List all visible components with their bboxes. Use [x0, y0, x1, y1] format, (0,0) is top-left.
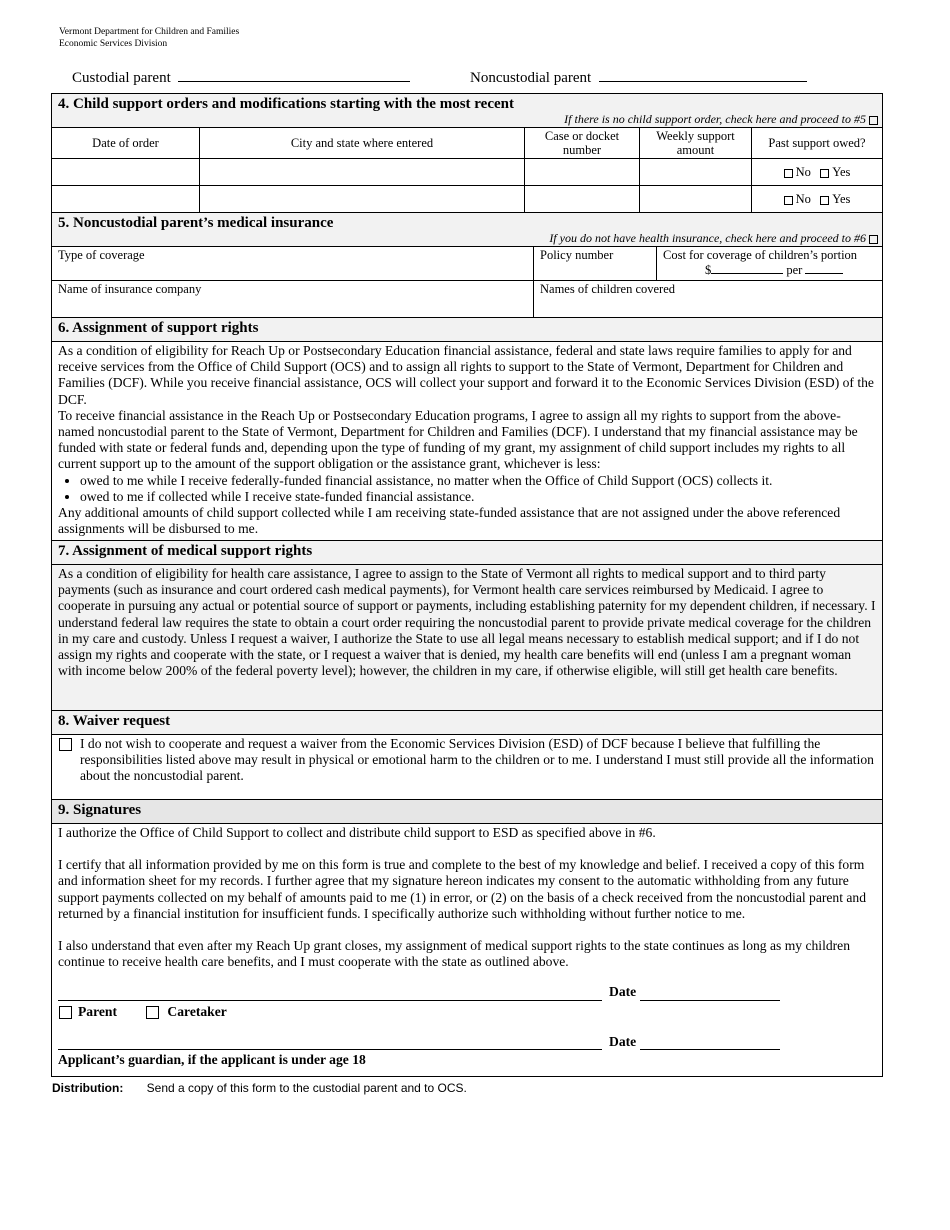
past-support-choice: No Yes [752, 159, 883, 186]
yes-checkbox[interactable] [820, 169, 829, 178]
signer-role-row: Parent Caretaker [58, 1004, 876, 1020]
waiver-text: I do not wish to cooperate and request a waiver from the Economic Services Division (ESD) of DCF because I believe that fulfilling the responsibilities listed above may result in physical or emotional harm to the children or to me. I understand I must still provide all the information about the noncustodial parent. [80, 736, 874, 784]
no-checkbox[interactable] [784, 169, 793, 178]
section-6-para-3: Any additional amounts of child support collected while I am receiving state-funded assistance that are not assigned under the above referenced assignments will be disbursed to me. [58, 505, 841, 537]
insurance-row-1 [52, 246, 882, 280]
col-date-of-order: Date of order [52, 128, 200, 159]
noncustodial-parent-field[interactable] [599, 67, 807, 82]
date-cell[interactable] [52, 186, 200, 213]
signature-para-3: I also understand that even after my Reach Up grant closes, my assignment of medical support rights to the state continues as long as my children continue to receive health care benefits, and I must cooperate with the state as outlined above. [58, 938, 851, 970]
section-5-title: 5. Noncustodial parent’s medical insurance [58, 215, 334, 231]
section-7-title: 7. Assignment of medical support rights [58, 543, 313, 559]
date-cell[interactable] [52, 159, 200, 186]
waiver-checkbox[interactable] [59, 738, 72, 751]
insurance-company-field[interactable]: Name of insurance company [52, 281, 534, 317]
list-item: • owed to me while I receive federally-funded financial assistance, no matter when the Office of Child Support (OCS) collects it. [80, 473, 876, 489]
table-header-row [52, 128, 882, 159]
amount-cell[interactable] [640, 186, 752, 213]
section-6-header [52, 317, 882, 341]
section-6-title: 6. Assignment of support rights [58, 320, 259, 336]
section-9-body [52, 823, 882, 1076]
distribution-text: Send a copy of this form to the custodial parent and to OCS. [146, 1081, 467, 1095]
custodial-parent-label: Custodial parent [72, 70, 171, 86]
no-checkbox[interactable] [784, 196, 793, 205]
agency-header [59, 27, 239, 50]
type-of-coverage-field[interactable]: Type of coverage [52, 247, 534, 280]
support-form [51, 93, 883, 1077]
applicant-signature-field[interactable] [58, 987, 602, 1001]
signature-para-1: I authorize the Office of Child Support to collect and distribute child support to ESD as specified above in #6. [58, 825, 656, 840]
yes-checkbox[interactable] [820, 196, 829, 205]
col-weekly-amount: Weekly support amount [640, 128, 752, 159]
applicant-signature-row [58, 984, 876, 1000]
division-name: Economic Services Division [59, 38, 168, 49]
past-support-choice: No Yes [752, 186, 883, 213]
noncustodial-parent-label: Noncustodial parent [469, 70, 592, 86]
section-6-para-2: To receive financial assistance in the Reach Up or Postsecondary Education programs, I agree to assign all my rights to support from the above-named noncustodial parent to the State of Vermont, Department for Children and Families (DCF). I understand that my financial assistance may be funded with state or federal funds and, depending upon the type of funding of my grant, my assignment of child support includes my rights to all current support up to the amount of the support obligation or the assistance grant, whichever is less: [58, 407, 858, 472]
section-8-title: 8. Waiver request [58, 713, 171, 729]
section-6-para-1: As a condition of eligibility for Reach Up or Postsecondary Education financial assistance, federal and state laws require families to apply for and receive services from the Office of Child Support (OCS) and to assign all rights to support to the State of Vermont, Department for Children and Families (DCF). While you receive financial assistance, OCS will collect your support and forward it to the Economic Services Division (ESD) of the DCF. [58, 343, 874, 407]
section-6-body [52, 341, 882, 540]
section-5-note: If you do not have health insurance, check here and proceed to #6 [549, 231, 878, 246]
policy-number-field[interactable]: Policy number [534, 247, 657, 280]
table-row [52, 159, 882, 186]
section-7-body: As a condition of eligibility for health care assistance, I agree to assign to the State of Vermont all rights to medical support and to third party payments (such as insurance and court ordered cash medical payments), for Vermont health care services reimbursed by Medicaid. I agree to cooperate in pursuing any actual or potential source of support or payments, including establishing paternity for my dependent children, if necessary. I understand federal law requires the state to obtain a court order requiring the noncustodial parent to provide private medical coverage for the children in my care and custody. Unless I request a waiver, I authorize the State to use all legal means necessary to establish medical support; and if I do not assign my rights and cooperate with the state, or I request a waiver that is denied, my health care benefits will end (unless I am a pregnant woman with income below 200% of the federal poverty level); however, the children in my care, if otherwise eligible, will still get health care benefits. [52, 564, 882, 710]
agency-name: Vermont Department for Children and Families [59, 27, 240, 37]
orders-table [52, 127, 882, 213]
section-4-note: If there is no child support order, check here and proceed to #5 [564, 112, 878, 127]
signature-para-2: I certify that all information provided by me on this form is true and complete to the best of my knowledge and belief. I received a copy of this form and information sheet for my records. I further agree that my signature hereon indicates my consent to the automatic withholding from any future support payments collected on my behalf of amounts paid to me (1) in error, or (2) on the basis of a check received from the noncustodial parent and returned by a financial institution for insufficient funds. I specifically authorize such withholding without further notice to me. [58, 857, 867, 921]
section-7-header [52, 540, 882, 564]
section-9-header [52, 799, 882, 823]
no-order-checkbox[interactable] [869, 116, 878, 125]
col-city-state: City and state where entered [200, 128, 525, 159]
distribution-note [52, 1081, 467, 1095]
city-cell[interactable] [200, 159, 525, 186]
insurance-row-2 [52, 280, 882, 317]
date-label: Date [609, 1033, 637, 1049]
applicant-date-field[interactable] [640, 987, 780, 1001]
children-cost-field[interactable]: Cost for coverage of children’s portion $ per [663, 248, 858, 277]
section-5-header [52, 213, 882, 246]
children-covered-field[interactable]: Names of children covered [540, 282, 676, 296]
guardian-label: Applicant’s guardian, if the applicant is under age 18 [58, 1052, 366, 1068]
section-8-body [52, 734, 882, 799]
section-8-header [52, 710, 882, 734]
case-cell[interactable] [525, 186, 640, 213]
no-insurance-checkbox[interactable] [869, 235, 878, 244]
section-4-header [52, 94, 882, 127]
case-cell[interactable] [525, 159, 640, 186]
caretaker-checkbox[interactable] [146, 1006, 159, 1019]
city-cell[interactable] [200, 186, 525, 213]
amount-cell[interactable] [640, 159, 752, 186]
custodial-parent-field[interactable] [178, 67, 410, 82]
section-6-bullets [58, 473, 876, 505]
guardian-signature-row [58, 1034, 876, 1050]
parent-checkbox[interactable] [59, 1006, 72, 1019]
section-4-title: 4. Child support orders and modifications starting with the most recent [58, 96, 514, 112]
date-label: Date [609, 984, 637, 1000]
section-9-title: 9. Signatures [58, 802, 142, 818]
distribution-label: Distribution: [52, 1081, 124, 1095]
list-item: • owed to me if collected while I receive state-funded financial assistance. [80, 489, 876, 505]
guardian-signature-field[interactable] [58, 1036, 602, 1050]
col-case-number: Case or docket number [525, 128, 640, 159]
parent-names-row [72, 67, 807, 87]
col-past-support: Past support owed? [752, 128, 883, 159]
table-row [52, 186, 882, 213]
guardian-date-field[interactable] [640, 1036, 780, 1050]
